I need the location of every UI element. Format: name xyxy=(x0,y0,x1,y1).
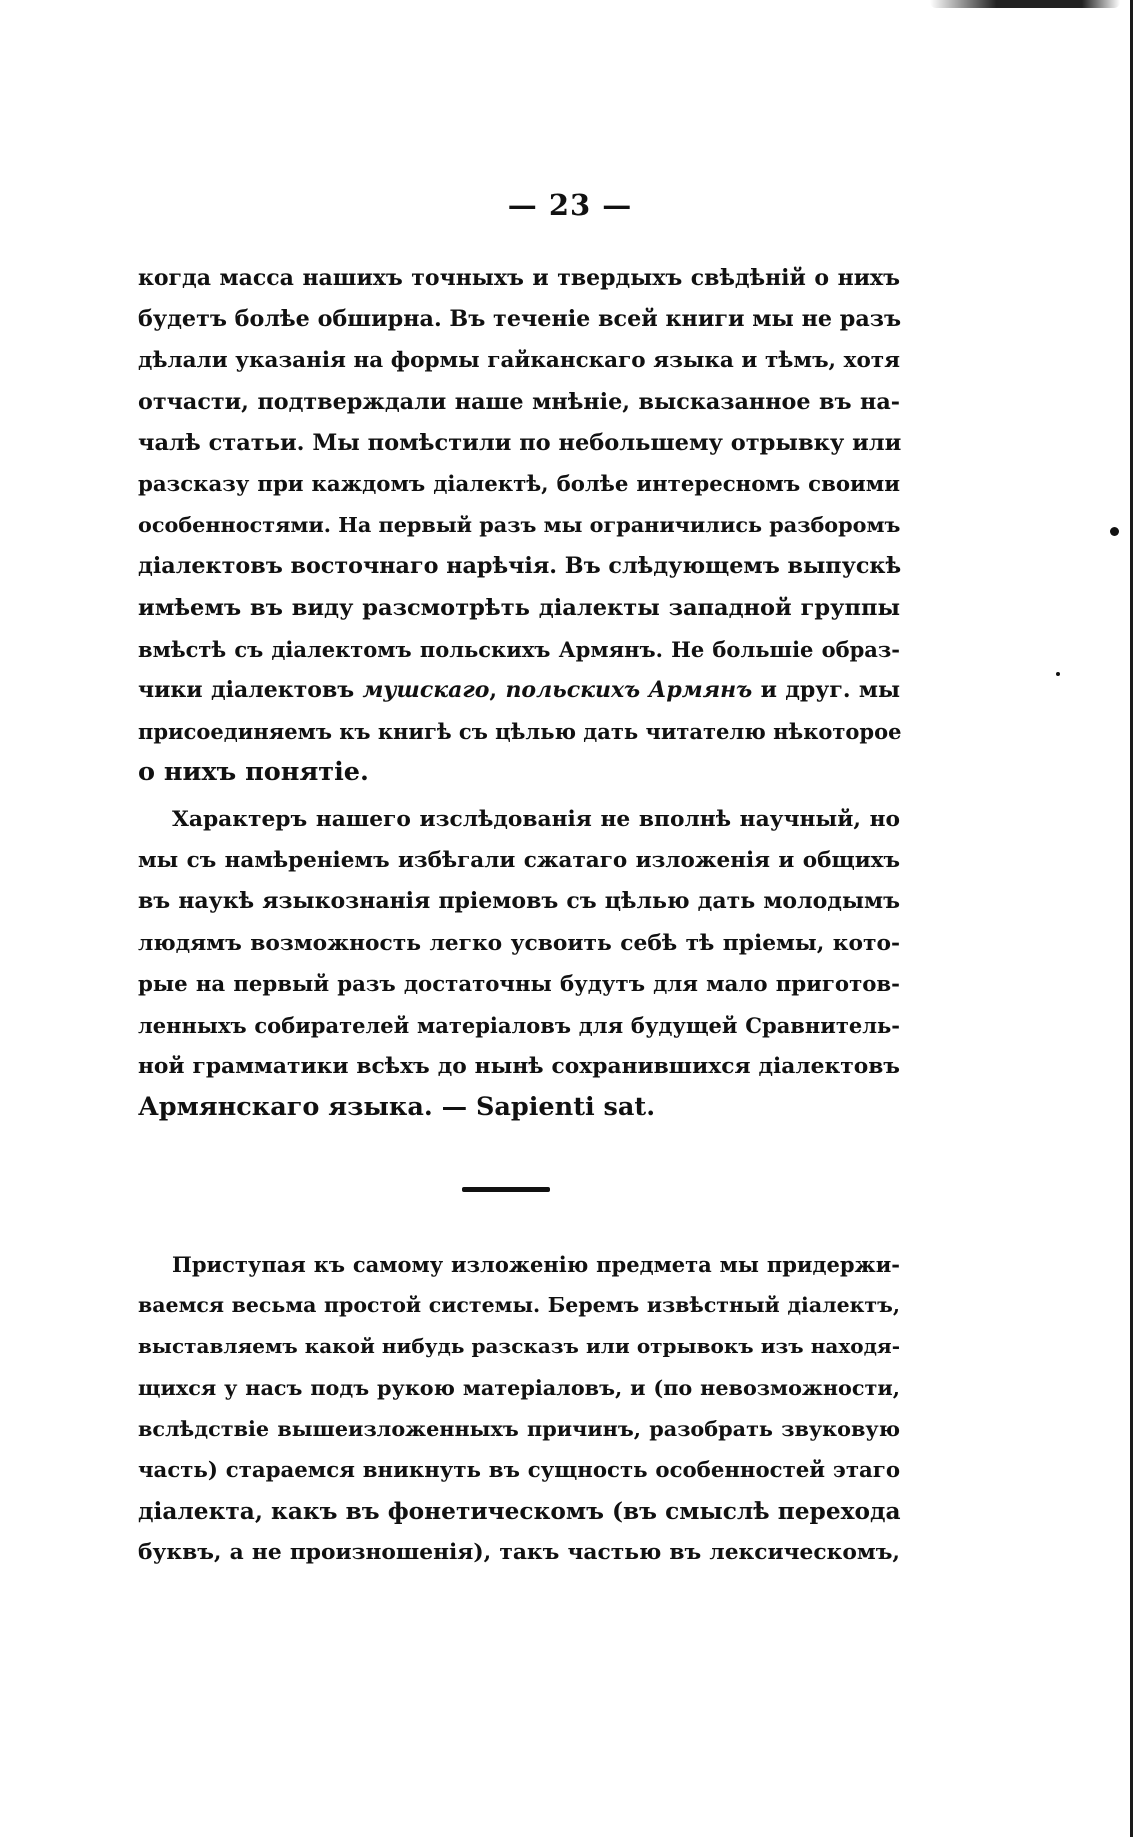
text-line: людямъ возможность легко усвоить себѣ тѣ пріемы, кото- xyxy=(138,930,900,956)
scan-edge-smudge xyxy=(930,0,1120,8)
text-line: Приступая къ самому изложенію предмета мы придержи- xyxy=(172,1252,900,1277)
section-divider xyxy=(462,1187,550,1192)
text-line: особенностями. На первый разъ мы ограничились разборомъ xyxy=(138,513,901,538)
text-line: буквъ, а не произношенія), такъ частью въ лексическомъ, xyxy=(138,1540,900,1566)
text-line: отчасти, подтверждали наше мнѣніе, высказанное въ на- xyxy=(138,388,900,415)
text-line: чалѣ статьи. Мы помѣстили по небольшему отрывку или xyxy=(138,429,902,456)
text-line: рые на первый разъ достаточны будутъ для мало приготов- xyxy=(138,971,900,997)
text-line: выставляемъ какой нибудь разсказъ или отрывокъ изъ находя- xyxy=(138,1334,900,1359)
scan-edge-line xyxy=(1130,0,1133,1837)
text-line: ной грамматики всѣхъ до нынѣ сохранившихся діалектовъ xyxy=(138,1054,900,1080)
page-number: — 23 — xyxy=(507,188,633,222)
text-line: въ наукѣ языкознанія пріемовъ съ цѣлью дать молодымъ xyxy=(138,888,900,915)
text-line-with-italics xyxy=(138,670,900,711)
text-line: имѣемъ въ виду разсмотрѣть діалекты западной группы xyxy=(138,594,900,621)
text-line: ваемся весьма простой системы. Беремъ извѣстный діалектъ, xyxy=(138,1293,900,1318)
paragraph-2 xyxy=(138,799,900,1129)
scan-speck xyxy=(1110,527,1119,536)
text-line: Характеръ нашего изслѣдованія не вполнѣ научный, но xyxy=(172,807,900,832)
text-run: , xyxy=(489,677,506,704)
text-run: чики діалектовъ xyxy=(138,677,363,704)
italic-term: мушскаго xyxy=(362,677,490,704)
text-line: ленныхъ собирателей матеріаловъ для будущей Сравнитель- xyxy=(138,1013,900,1039)
text-line: діалектовъ восточнаго нарѣчія. Въ слѣдующемъ выпускѣ xyxy=(138,553,902,580)
text-line: Армянскаго языка. — Sapienti sat. xyxy=(138,1092,656,1123)
text-line: вслѣдствіе вышеизложенныхъ причинъ, разобрать звуковую xyxy=(138,1416,900,1441)
text-line: присоединяемъ къ книгѣ съ цѣлью дать читателю нѣкоторое xyxy=(138,719,902,745)
text-line: діалекта, какъ въ фонетическомъ (въ смыслѣ перехода xyxy=(138,1498,901,1526)
text-line: вмѣстѣ съ діалектомъ польскихъ Армянъ. Не большіе образ- xyxy=(138,636,900,662)
text-run: и друг. мы xyxy=(752,677,901,704)
text-line: когда масса нашихъ точныхъ и твердыхъ свѣдѣній о нихъ xyxy=(138,265,900,291)
text-line: часть) стараемся вникнуть въ сущность особенностей этаго xyxy=(138,1458,900,1484)
paragraph-1 xyxy=(138,258,900,794)
text-line: о нихъ понятіе. xyxy=(138,757,369,788)
text-line: разсказу при каждомъ діалектѣ, болѣе интересномъ своими xyxy=(138,472,900,498)
text-line: дѣлали указанія на формы гайканскаго языка и тѣмъ, хотя xyxy=(138,348,900,374)
text-line: щихся у насъ подъ рукою матеріаловъ, и (по невозможности, xyxy=(138,1375,900,1400)
paragraph-3 xyxy=(138,1244,900,1574)
italic-term: польскихъ Армянъ xyxy=(505,677,753,704)
text-line: будетъ болѣе обширна. Въ теченіе всей книги мы не разъ xyxy=(138,306,902,333)
text-line: мы съ намѣреніемъ избѣгали сжатаго изложенія и общихъ xyxy=(138,848,900,874)
scan-speck xyxy=(1056,672,1060,676)
